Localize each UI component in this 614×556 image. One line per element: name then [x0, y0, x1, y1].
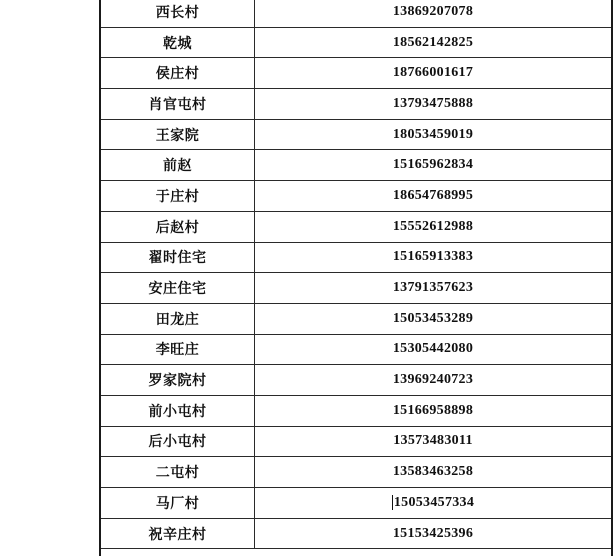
- table-row: [101, 150, 611, 181]
- phone-cell[interactable]: [255, 488, 611, 518]
- table-row: [101, 243, 611, 274]
- village-cell: 马厂村: [101, 488, 255, 518]
- table-right-border: [611, 0, 613, 556]
- phone-cell: 15165962834: [392, 157, 474, 173]
- table-row: [101, 273, 611, 304]
- phone-cell: 15552612988: [392, 218, 474, 234]
- table-row: [101, 335, 611, 366]
- table-row: [101, 181, 611, 212]
- village-cell: 安庄住宅: [101, 273, 255, 303]
- village-cell: 前赵: [101, 150, 255, 180]
- table-row: [101, 212, 611, 243]
- table-row: [101, 58, 611, 89]
- contact-table: [101, 0, 611, 549]
- phone-cell: 15166958898: [392, 402, 474, 418]
- table-row: [101, 427, 611, 458]
- table-row: [101, 519, 611, 550]
- village-cell: 肖官屯村: [101, 89, 255, 119]
- phone-cell: 15305442080: [392, 341, 474, 357]
- phone-cell: 15153425396: [392, 525, 474, 541]
- table-row: [101, 396, 611, 427]
- village-cell: 西长村: [101, 0, 255, 27]
- merged-left-column: [0, 0, 101, 556]
- phone-cell: 18562142825: [392, 34, 474, 50]
- village-cell: 罗家院村: [101, 365, 255, 395]
- village-cell: 二屯村: [101, 457, 255, 487]
- table-row: [101, 0, 611, 28]
- village-cell: 前小屯村: [101, 396, 255, 426]
- table-row: [101, 457, 611, 488]
- village-cell: 王家院: [101, 120, 255, 150]
- phone-cell: 13869207078: [392, 3, 474, 19]
- village-cell: 侯庄村: [101, 58, 255, 88]
- phone-cell: 18053459019: [392, 126, 474, 142]
- text-cursor: [392, 495, 393, 510]
- phone-cell: 13793475888: [392, 95, 474, 111]
- phone-cell: 13969240723: [392, 372, 474, 388]
- table-row: [101, 365, 611, 396]
- phone-cell: 18654768995: [392, 187, 474, 203]
- table-row: [101, 89, 611, 120]
- village-cell: 翟时住宅: [101, 243, 255, 273]
- phone-cell: 13573483011: [393, 433, 473, 449]
- village-cell: 乾城: [101, 28, 255, 58]
- table-row: [101, 304, 611, 335]
- phone-cell: 15053453289: [392, 310, 474, 326]
- village-cell: 李旺庄: [101, 335, 255, 365]
- village-cell: 后小屯村: [101, 427, 255, 457]
- table-row: [101, 488, 611, 519]
- table-row: [101, 28, 611, 59]
- phone-text: 15053457334: [393, 494, 475, 510]
- phone-cell: 13791357623: [392, 280, 474, 296]
- village-cell: 于庄村: [101, 181, 255, 211]
- phone-cell: 15165913383: [392, 249, 474, 265]
- phone-cell: 13583463258: [392, 464, 474, 480]
- village-cell: 后赵村: [101, 212, 255, 242]
- village-cell: 田龙庄: [101, 304, 255, 334]
- village-cell: 祝辛庄村: [101, 519, 255, 549]
- table-row: [101, 120, 611, 151]
- phone-cell: 18766001617: [392, 65, 474, 81]
